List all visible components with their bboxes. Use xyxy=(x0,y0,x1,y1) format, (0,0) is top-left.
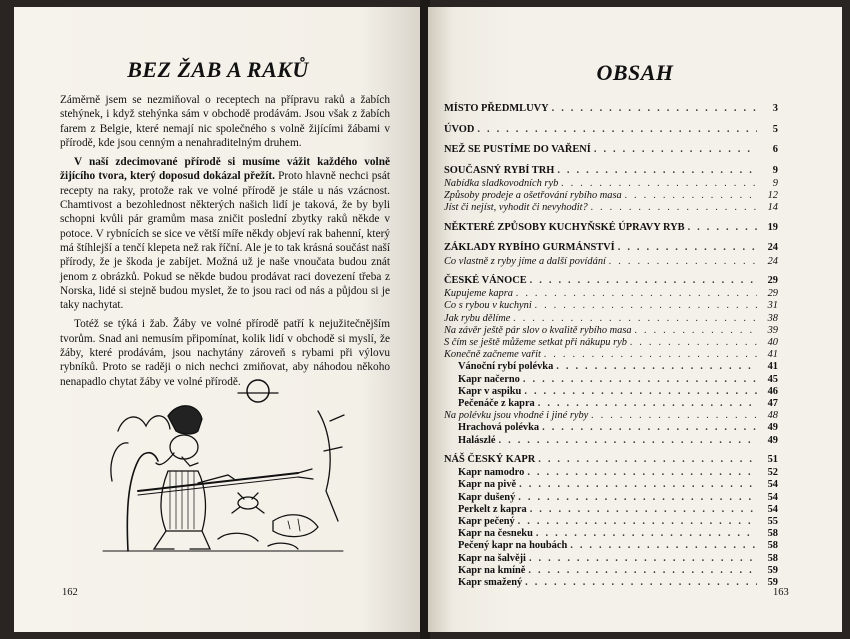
toc-entry-title: Kapr namodro xyxy=(458,467,525,479)
paragraph-bold-lead: V naší zdecimované přírodě si musíme vážit každého volně žijícího tvora, který doposud dokázal přežít. xyxy=(60,156,390,183)
toc-entry-page: 55 xyxy=(767,515,778,527)
toc-entry xyxy=(444,222,778,236)
toc-leader-dots xyxy=(535,300,757,311)
toc-entry xyxy=(444,202,778,214)
toc-entry-title: ČESKÉ VÁNOCE xyxy=(444,274,527,286)
toc-entry-title: Způsoby prodeje a ošetřování rybího masa xyxy=(444,190,622,202)
toc-leader-dots xyxy=(499,435,757,446)
toc-entry xyxy=(444,386,778,398)
toc-entry-title: Kapr dušený xyxy=(458,491,516,503)
toc-leader-dots xyxy=(530,504,757,515)
page-title: OBSAH xyxy=(596,60,674,85)
toc-leader-dots xyxy=(625,190,757,201)
toc-leader-dots xyxy=(538,398,757,409)
body-text xyxy=(60,93,390,394)
toc-entry xyxy=(444,528,778,540)
toc-leader-dots xyxy=(552,103,757,114)
fisherman-illustration xyxy=(98,371,348,561)
toc-entry-page: 3 xyxy=(772,103,778,114)
toc-entry-title: Co vlastně z ryby jíme a další povídání xyxy=(444,255,606,267)
toc-entry-page: 54 xyxy=(767,491,778,503)
right-page xyxy=(428,7,842,632)
toc-entry xyxy=(444,190,778,202)
toc-entry-page: 49 xyxy=(767,422,778,434)
toc-entry-title: Kupujeme kapra xyxy=(444,288,513,300)
paragraph-text: Záměrně jsem se nezmiňoval o receptech na přípravu raků a žabích stehýnek, i když stehýnka sám v obchodě prodávám. Jsou však z žabích farem z Belgie, které nemají nic společného s volně žijícími žábami v přírodě, kde jsou cenným a nenahraditelným druhem. xyxy=(60,94,390,149)
toc-entry-page: 54 xyxy=(767,503,778,515)
toc-entry-title: Pečený kapr na houbách xyxy=(458,540,568,552)
toc-entry-page: 58 xyxy=(767,528,778,540)
toc-entry-page: 41 xyxy=(767,361,778,373)
toc-entry-page: 54 xyxy=(767,479,778,491)
toc-entry-page: 45 xyxy=(767,373,778,385)
toc-entry xyxy=(444,178,778,190)
toc-entry-title: S čím se ještě můžeme setkat při nákupu ryb xyxy=(444,337,627,348)
page-title: BEZ ŽAB A RAKŮ xyxy=(127,57,309,82)
toc-leader-dots xyxy=(544,349,757,360)
toc-entry-page: 52 xyxy=(767,467,778,479)
toc-entry-page: 46 xyxy=(767,385,778,397)
toc-entry-page: 47 xyxy=(767,397,778,409)
toc-leader-dots xyxy=(557,165,757,176)
toc-entry-page: 59 xyxy=(767,576,778,588)
toc-entry xyxy=(444,242,778,256)
toc-leader-dots xyxy=(513,313,757,324)
toc-entry-page: 6 xyxy=(772,144,778,155)
toc-entry xyxy=(444,540,778,552)
toc-entry xyxy=(444,124,778,138)
paragraph-text: Proto hlavně nechci psát recepty na raky, protože rak ve volné přírodě je stále u nás vzácnost. Chamtivost a bezohlednost některých našich lidí je taková, že by byli schopni kvůli pár gramům masa zničit poslední zbytky raků někde v potoce. V rybnících se sice ve větší míře někdy objeví rak bahenní, který má štíhlejší a tenčí klepeta než rak říční. Ale je to tak krásná součást naší přírody, že je škoda je zabíjet. Možná už je naše vnoučata budou znát jenom z obrázků. Pokud se někde budou prodávat raci dovezení třeba z Norska, lidé si stejně budou myslet, že to jsou raci od nás a půjdou si je taky nachytat. xyxy=(60,170,390,312)
toc-entry-title: Kapr načerno xyxy=(458,373,520,385)
toc-leader-dots xyxy=(527,467,757,478)
toc-entry xyxy=(444,398,778,410)
toc-entry-title: Jíst či nejíst, vyhodit či nevyhodit? xyxy=(444,202,588,214)
left-page xyxy=(14,7,422,632)
toc-entry-title: Kapr na kmíně xyxy=(458,564,526,576)
toc-entry xyxy=(444,300,778,312)
toc-entry xyxy=(444,479,778,491)
toc-entry-title: Pečenáče z kapra xyxy=(458,397,535,409)
toc-entry-page: 51 xyxy=(767,453,778,465)
toc-entry-title: Na závěr ještě pár slov o kvalitě rybího masa xyxy=(444,324,632,336)
toc-leader-dots xyxy=(530,275,757,286)
toc-leader-dots xyxy=(538,454,757,465)
toc-entry-title: MÍSTO PŘEDMLUVY xyxy=(444,103,549,114)
toc-entry-title: Co s rybou v kuchyni xyxy=(444,300,532,312)
toc-entry-page: 24 xyxy=(767,242,778,254)
paragraph-text: Totéž se týká i žab. Žáby ve volné přírodě patří k nejužitečnějším tvorům. Snad ani nemusím připomínat, kolik lidí v obchodě si myslí, že žáby, které prodávám, jsou nachytány zároveň s rybami při výlovu rybníků. Proto se raději o nich nechci zmiňovat, aby náhodou někoho nenapadlo chytat žáby ve volné přírodě. xyxy=(60,318,390,388)
toc-entry-title: Kapr v aspiku xyxy=(458,385,522,397)
toc-entry xyxy=(444,256,778,268)
toc-leader-dots xyxy=(594,144,757,155)
table-of-contents xyxy=(444,103,778,589)
toc-entry-page: 49 xyxy=(767,434,778,446)
toc-entry-page: 9 xyxy=(772,164,778,176)
toc-entry xyxy=(444,144,778,158)
toc-entry xyxy=(444,422,778,434)
toc-leader-dots xyxy=(518,492,757,503)
toc-entry-title: NÁŠ ČESKÝ KAPR xyxy=(444,453,536,465)
toc-entry xyxy=(444,565,778,577)
toc-entry xyxy=(444,337,778,349)
toc-entry-title: Jak rybu dělíme xyxy=(444,312,511,324)
toc-entry-title: Konečně začneme vařit xyxy=(444,349,541,361)
toc-entry-title: Kapr na pivě xyxy=(458,479,517,491)
toc-entry xyxy=(444,288,778,300)
toc-entry-title: ZÁKLADY RYBÍHO GURMÁNSTVÍ xyxy=(444,242,615,254)
toc-entry-page: 40 xyxy=(767,337,778,348)
toc-entry-title: Na polévku jsou vhodné i jiné ryby xyxy=(444,410,589,422)
toc-leader-dots xyxy=(591,410,757,421)
toc-entry-title: Kapr na česneku xyxy=(458,528,533,540)
toc-entry-page: 12 xyxy=(767,190,778,202)
paragraph-1 xyxy=(60,93,390,150)
toc-leader-dots xyxy=(529,553,757,564)
toc-entry-page: 39 xyxy=(767,324,778,336)
toc-entry-page: 29 xyxy=(767,288,778,300)
toc-leader-dots xyxy=(523,374,757,385)
toc-entry-title: Perkelt z kapra xyxy=(458,503,527,515)
toc-leader-dots xyxy=(477,124,757,135)
toc-entry-page: 31 xyxy=(767,300,778,312)
toc-entry-page: 38 xyxy=(767,312,778,324)
toc-entry xyxy=(444,553,778,565)
toc-leader-dots xyxy=(561,178,757,189)
toc-entry-page: 59 xyxy=(767,564,778,576)
toc-leader-dots xyxy=(528,565,757,576)
toc-entry-page: 5 xyxy=(772,123,778,135)
toc-leader-dots xyxy=(618,242,757,253)
paragraph-2 xyxy=(60,155,390,312)
toc-entry-page: 29 xyxy=(767,274,778,286)
toc-entry-page: 48 xyxy=(767,410,778,422)
toc-leader-dots xyxy=(524,386,757,397)
toc-leader-dots xyxy=(525,577,757,588)
toc-entry-title: Halászlé xyxy=(458,434,496,446)
toc-entry xyxy=(444,435,778,447)
toc-entry-title: NĚKTERÉ ZPŮSOBY KUCHYŇSKÉ ÚPRAVY RYB xyxy=(444,221,685,233)
toc-entry-title: Kapr smažený xyxy=(458,576,523,588)
toc-entry xyxy=(444,577,778,589)
toc-entry-page: 19 xyxy=(767,221,778,233)
toc-entry xyxy=(444,275,778,289)
toc-entry xyxy=(444,349,778,361)
toc-entry xyxy=(444,467,778,479)
toc-leader-dots xyxy=(518,516,757,527)
toc-leader-dots xyxy=(635,325,757,336)
toc-leader-dots xyxy=(542,422,757,433)
toc-entry xyxy=(444,165,778,179)
toc-entry-page: 41 xyxy=(767,349,778,361)
toc-entry xyxy=(444,313,778,325)
toc-leader-dots xyxy=(609,256,757,267)
toc-leader-dots xyxy=(556,361,757,372)
toc-entry-title: Nabídka sladkovodních ryb xyxy=(444,178,559,189)
toc-leader-dots xyxy=(516,288,757,299)
toc-entry xyxy=(444,374,778,386)
toc-leader-dots xyxy=(688,222,757,233)
toc-entry-title: Kapr na šalvěji xyxy=(458,552,526,564)
toc-entry-page: 24 xyxy=(767,255,778,267)
toc-entry-page: 58 xyxy=(767,552,778,564)
toc-entry-title: Kapr pečený xyxy=(458,515,515,527)
toc-entry xyxy=(444,454,778,468)
toc-entry-title: Vánoční rybí polévka xyxy=(458,361,554,373)
toc-entry-page: 58 xyxy=(767,540,778,552)
toc-entry xyxy=(444,410,778,422)
toc-entry-title: Hrachová polévka xyxy=(458,422,540,434)
toc-leader-dots xyxy=(570,540,757,551)
toc-entry xyxy=(444,516,778,528)
toc-entry-title: NEŽ SE PUSTÍME DO VAŘENÍ xyxy=(444,144,591,155)
toc-leader-dots xyxy=(630,337,757,348)
toc-entry xyxy=(444,492,778,504)
toc-leader-dots xyxy=(519,479,757,490)
toc-entry xyxy=(444,504,778,516)
toc-entry xyxy=(444,325,778,337)
toc-leader-dots xyxy=(591,202,757,213)
page-number: 163 xyxy=(773,587,789,598)
toc-leader-dots xyxy=(536,528,757,539)
toc-entry xyxy=(444,361,778,373)
toc-entry-title: SOUČASNÝ RYBÍ TRH xyxy=(444,164,555,176)
toc-entry xyxy=(444,103,778,117)
toc-entry-title: ÚVOD xyxy=(444,123,475,135)
page-number: 162 xyxy=(62,587,78,598)
toc-entry-page: 9 xyxy=(772,178,778,189)
toc-entry-page: 14 xyxy=(767,202,778,214)
